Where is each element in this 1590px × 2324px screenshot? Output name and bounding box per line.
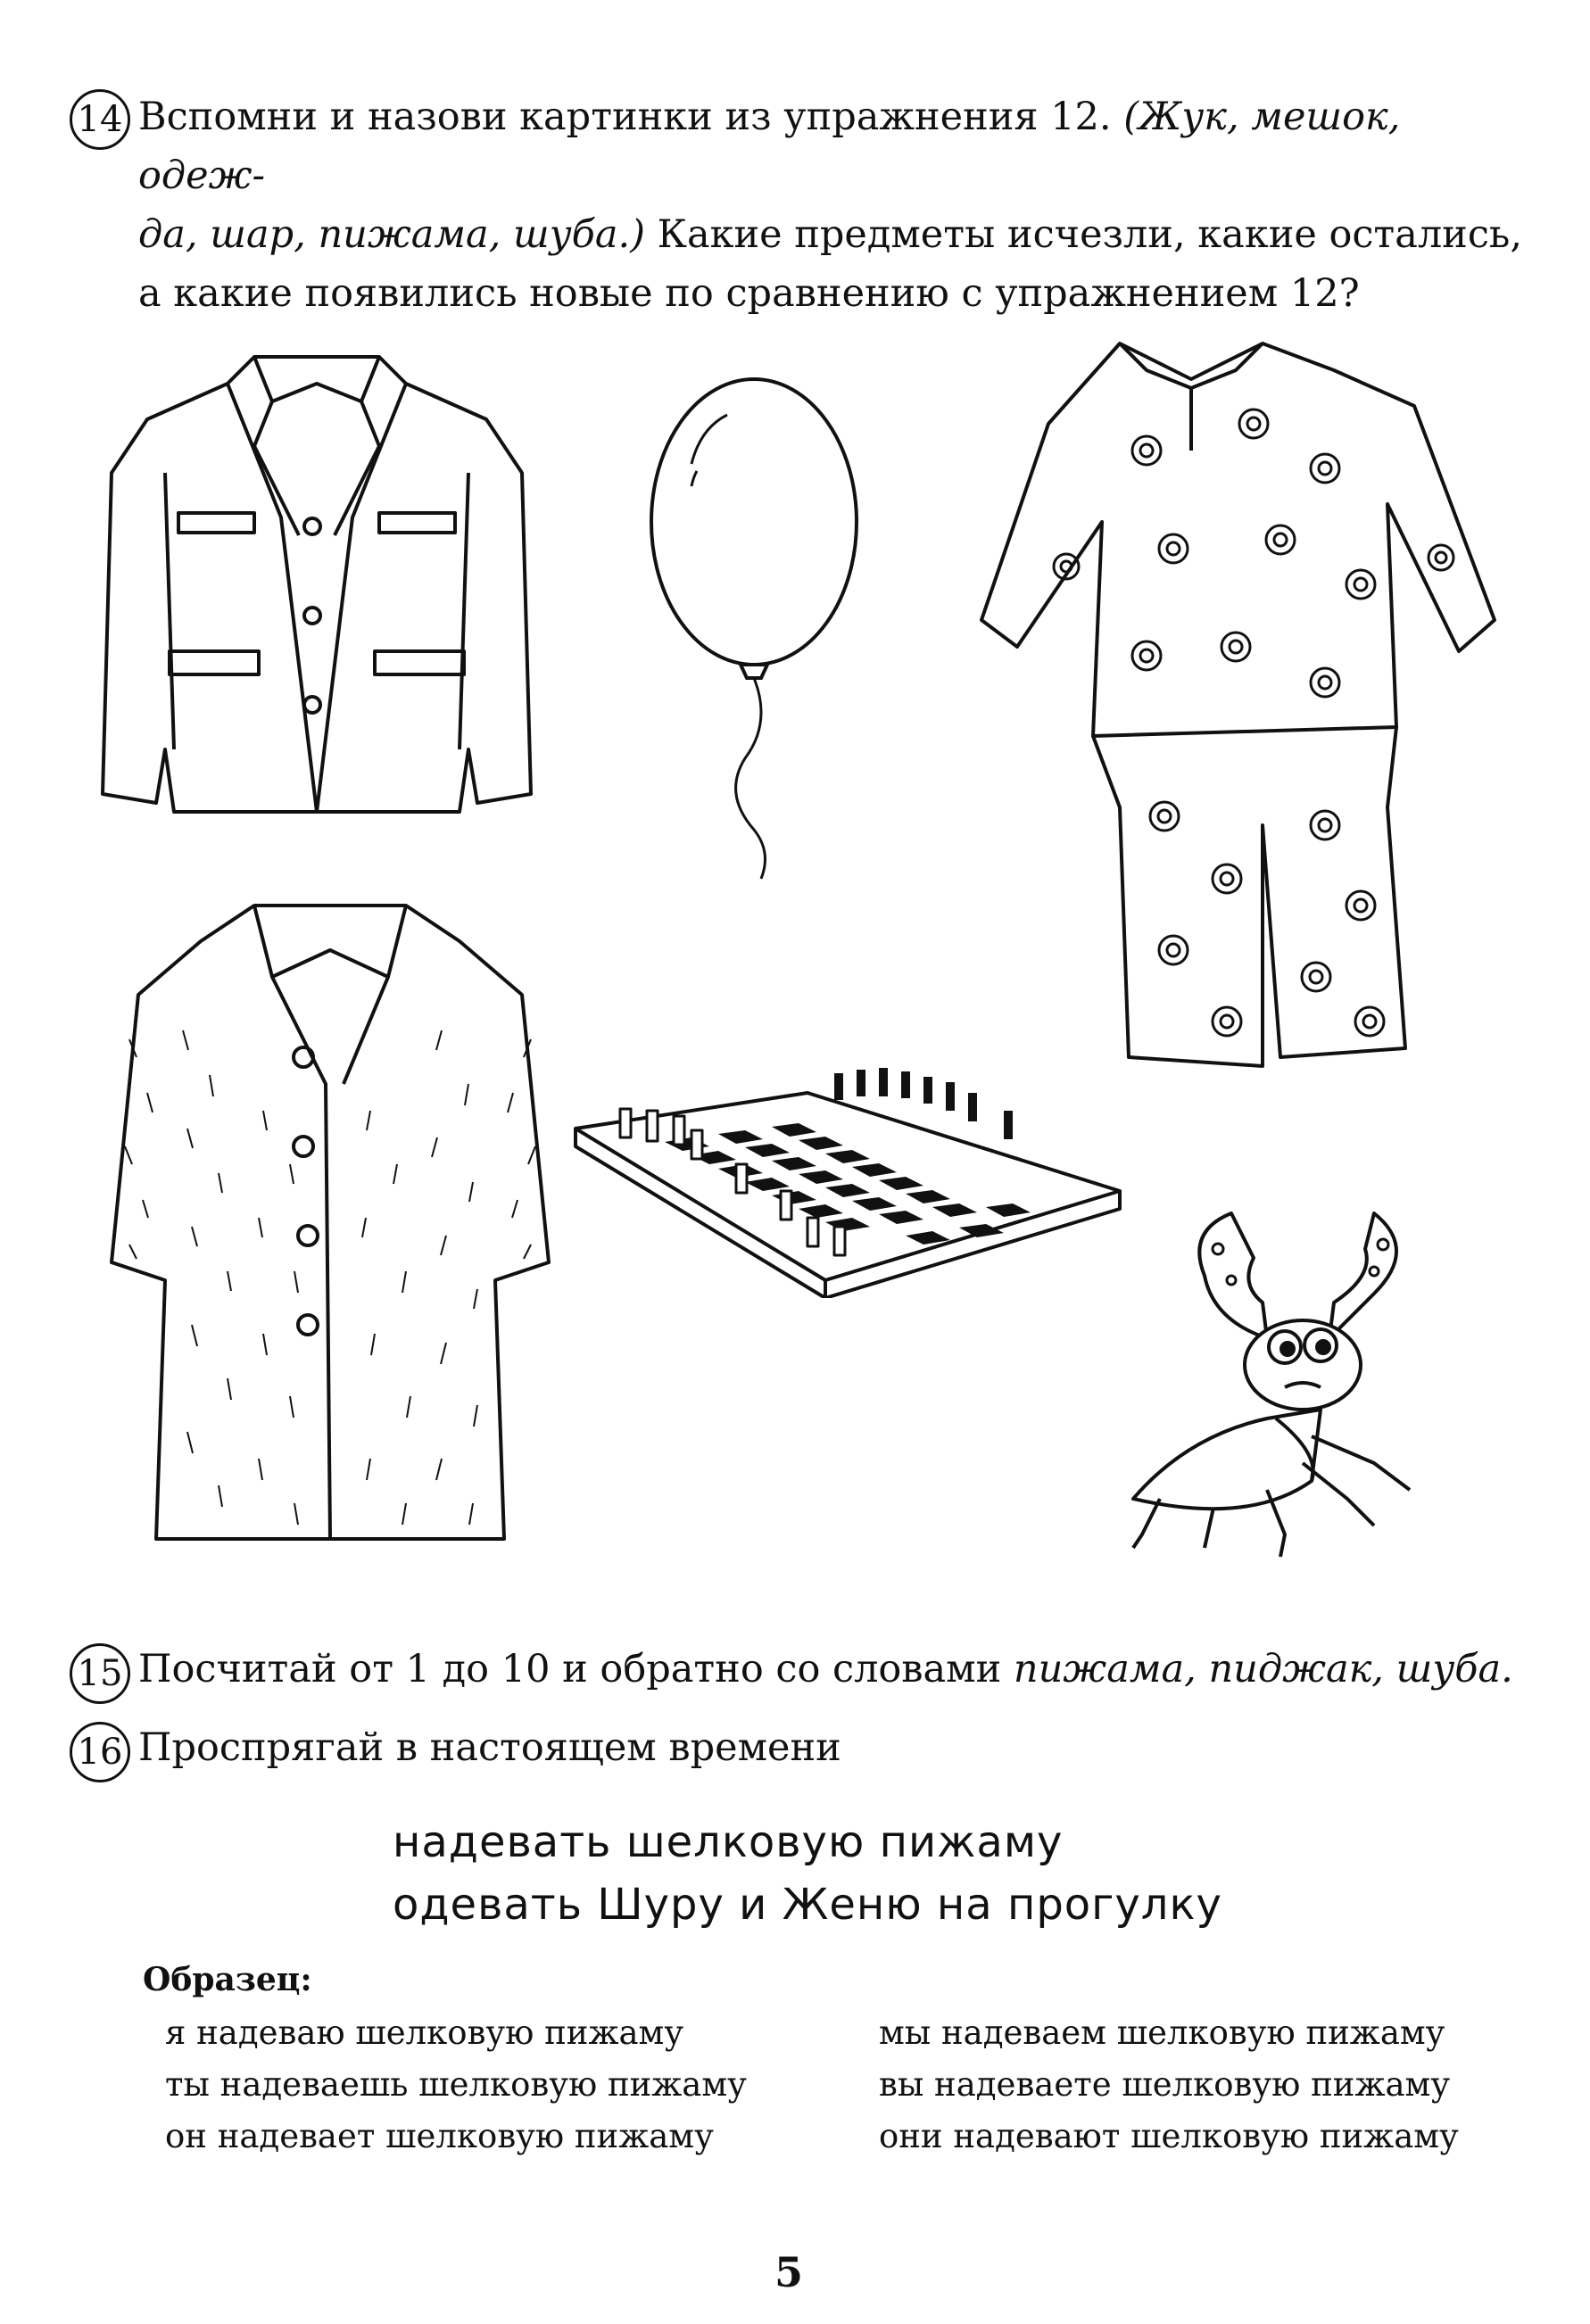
sample-right-column <box>879 2007 1459 2163</box>
chessboard-icon <box>567 1057 1129 1298</box>
phrase-1: надевать шелковую пижаму <box>393 1817 1064 1867</box>
task-15-text: Посчитай от 1 до 10 и обратно со словами пижама, пиджак, шуба. <box>138 1647 1513 1691</box>
task-14-line-3: а какие появились новые по сравнению с упражнением 12? <box>138 271 1360 316</box>
conjugation-line: они надевают шелковую пижаму <box>879 2117 1459 2155</box>
task-number-14: 14 <box>70 89 130 150</box>
task-14-line-2: да, шар, пижама, шуба.) Какие предметы исчезли, какие остались, <box>138 212 1522 257</box>
task-16-text: Проспрягай в настоящем времени <box>138 1725 841 1770</box>
conjugation-line: я надеваю шелковую пижаму <box>165 2014 684 2052</box>
task-14-line-1: Вспомни и назови картинки из упражнения 12. (Жук, мешок, одеж- <box>138 95 1401 198</box>
conjugation-line: мы надеваем шелковую пижаму <box>879 2014 1445 2052</box>
phrase-2: одевать Шуру и Женю на прогулку <box>393 1880 1222 1930</box>
balloon-icon <box>638 366 870 883</box>
conjugation-line: он надевает шелковую пижаму <box>165 2117 714 2155</box>
jacket-icon <box>85 330 549 830</box>
pajamas-icon <box>968 326 1503 1084</box>
conjugation-line: вы надеваете шелковую пижаму <box>879 2065 1451 2104</box>
page-number: 5 <box>774 2248 804 2296</box>
beetle-icon <box>1106 1195 1437 1570</box>
task-14-text <box>138 87 1530 323</box>
task-number-16: 16 <box>70 1722 130 1782</box>
fur-coat-icon <box>103 879 558 1566</box>
task-number-15: 15 <box>70 1643 130 1704</box>
sample-title: Образец: <box>143 1961 312 1998</box>
sample-left-column <box>165 2007 747 2163</box>
conjugation-line: ты надеваешь шелковую пижаму <box>165 2065 747 2104</box>
